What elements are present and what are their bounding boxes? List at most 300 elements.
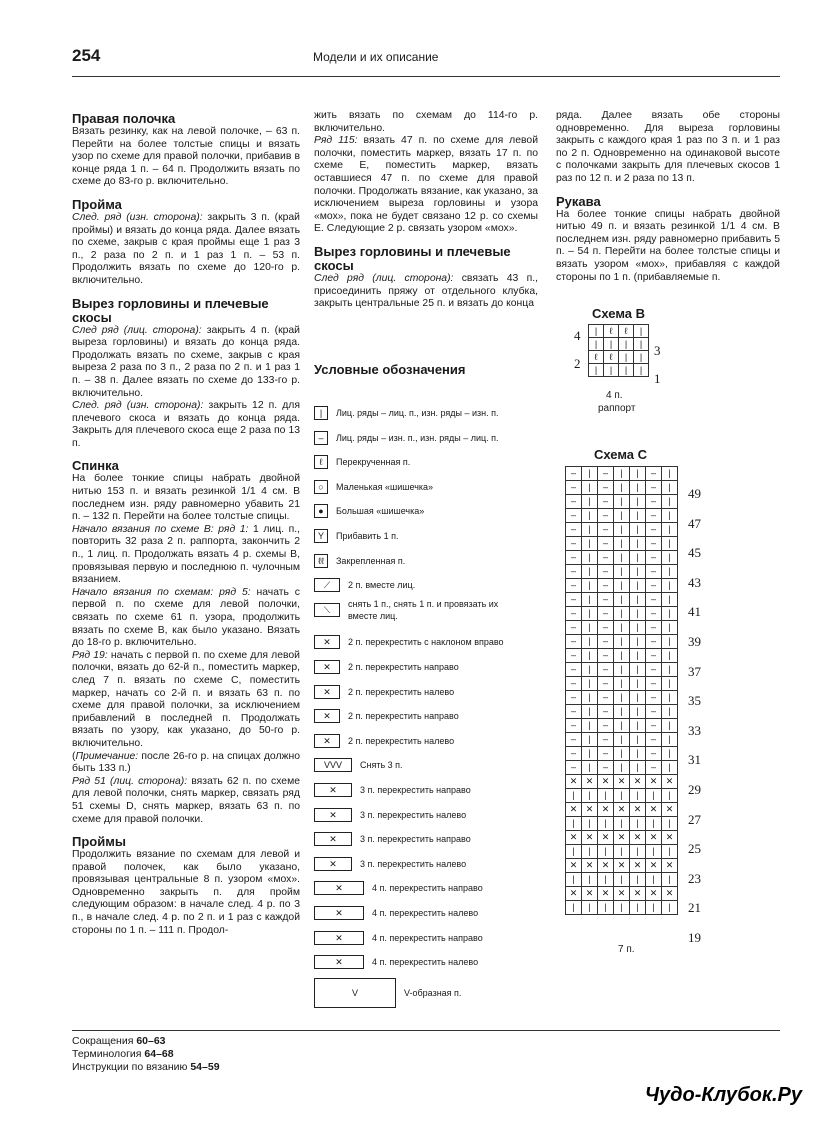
stitch-cell: | — [662, 747, 678, 761]
legend-label: 3 п. перекрестить налево — [360, 809, 467, 820]
stitch-cell: – — [566, 467, 582, 481]
stitch-cell: – — [566, 551, 582, 565]
stitch-cell: – — [598, 691, 614, 705]
header-divider — [72, 76, 780, 77]
stitch-cell: | — [566, 845, 582, 859]
legend-label: 3 п. перекрестить направо — [360, 834, 471, 845]
stitch-cell: | — [614, 621, 630, 635]
legend-label: 2 п. перекрестить направо — [348, 662, 459, 672]
stitch-cell: | — [582, 873, 598, 887]
stitch-cell: – — [566, 523, 582, 537]
stitch-cell: | — [582, 789, 598, 803]
page-number: 254 — [72, 46, 101, 65]
stitch-cell: – — [646, 705, 662, 719]
stitch-cell: | — [662, 579, 678, 593]
stitch-cell: | — [630, 719, 646, 733]
stitch-cell: | — [630, 901, 646, 915]
legend-label: 4 п. перекрестить направо — [372, 932, 483, 943]
legend-symbol-icon: ℓℓ — [314, 554, 328, 568]
stitch-cell: | — [662, 565, 678, 579]
stitch-cell: ✕ — [662, 803, 678, 817]
stitch-cell: | — [614, 481, 630, 495]
legend-label: снять 1 п., снять 1 п. и провязать их вместе лиц. — [348, 598, 499, 621]
legend-symbol-icon: ✕ — [314, 635, 340, 649]
stitch-cell: ✕ — [646, 803, 662, 817]
stitch-cell: – — [646, 551, 662, 565]
stitch-cell: – — [566, 621, 582, 635]
stitch-cell: | — [630, 649, 646, 663]
scheme-c-title: Схема С — [594, 447, 648, 462]
row-label: 37 — [688, 663, 701, 679]
stitch-cell: ✕ — [646, 887, 662, 901]
stitch-cell: – — [646, 719, 662, 733]
stitch-cell: – — [646, 677, 662, 691]
stitch-cell: | — [630, 579, 646, 593]
legend-item — [314, 683, 454, 701]
stitch-cell: – — [598, 523, 614, 537]
stitch-cell: – — [566, 747, 582, 761]
legend-symbol-icon: ⟋ — [314, 578, 340, 592]
stitch-cell: ✕ — [598, 803, 614, 817]
legend-item — [314, 453, 410, 471]
stitch-cell: – — [646, 495, 662, 509]
row-label: 4 — [574, 328, 581, 343]
stitch-cell: | — [630, 635, 646, 649]
row-label: 2 — [574, 356, 581, 371]
stitch-cell: | — [630, 551, 646, 565]
stitch-cell: – — [646, 481, 662, 495]
legend-symbol-icon: ✕ — [314, 881, 364, 895]
stitch-cell: | — [614, 691, 630, 705]
legend-symbol-icon: ℓ — [314, 455, 328, 469]
stitch-cell: | — [662, 873, 678, 887]
scheme-b-title: Схема В — [592, 306, 646, 321]
stitch-cell: – — [566, 607, 582, 621]
stitch-cell: | — [614, 607, 630, 621]
stitch-cell: | — [614, 677, 630, 691]
legend-label: 2 п. перекрестить с наклоном вправо — [348, 637, 504, 648]
stitch-cell: | — [614, 873, 630, 887]
stitch-cell: ℓ — [604, 325, 619, 338]
stitch-cell: ✕ — [646, 775, 662, 789]
stitch-cell: | — [619, 364, 634, 377]
stitch-cell: | — [582, 551, 598, 565]
stitch-cell: – — [646, 635, 662, 649]
legend-item — [314, 984, 461, 1002]
stitch-cell: ✕ — [566, 859, 582, 873]
stitch-cell: – — [646, 467, 662, 481]
stitch-cell: | — [619, 338, 634, 351]
stitch-cell: | — [614, 663, 630, 677]
stitch-cell: – — [646, 663, 662, 677]
row-label: 43 — [688, 574, 701, 590]
row-label: 41 — [688, 604, 701, 620]
stitch-cell: | — [614, 551, 630, 565]
stitch-cell: | — [630, 817, 646, 831]
paragraph: Начало вязания по схеме В: ряд 1: 1 лиц. п., повторить 32 раза 2 п. раппорта, закончить 2 п., 1 лиц. п. Продолжать вязать 4 р. схемы В, провязывая первую и последнюю п. чулочным вязанием. — [72, 523, 300, 586]
note: (Примечание: после 26-го р. на спицах должно быть 133 п.) — [72, 750, 300, 775]
stitch-cell: | — [646, 873, 662, 887]
legend-symbol-icon: VVV — [314, 758, 352, 772]
stitch-cell: – — [598, 649, 614, 663]
stitch-cell: | — [630, 523, 646, 537]
legend-symbol-icon: ● — [314, 504, 328, 518]
footer-ref: Сокращения 60–63 — [72, 1035, 166, 1047]
stitch-cell: – — [646, 649, 662, 663]
stitch-cell: | — [582, 677, 598, 691]
stitch-cell: – — [646, 537, 662, 551]
stitch-cell: | — [582, 691, 598, 705]
legend-item — [314, 598, 528, 621]
legend-symbol-icon: ✕ — [314, 808, 352, 822]
stitch-cell: ✕ — [662, 775, 678, 789]
stitch-cell: | — [614, 761, 630, 775]
legend-item — [314, 732, 454, 750]
legend-label: Лиц. ряды – лиц. п., изн. ряды – изн. п. — [336, 408, 499, 418]
legend-item — [314, 806, 466, 824]
stitch-cell: – — [566, 635, 582, 649]
stitch-cell: | — [634, 325, 649, 338]
legend-symbol-icon: ✕ — [314, 857, 352, 871]
stitch-cell: – — [646, 509, 662, 523]
stitch-cell: – — [598, 677, 614, 691]
stitch-cell: | — [662, 495, 678, 509]
legend-symbol-icon: ✕ — [314, 709, 340, 723]
stitch-cell: ✕ — [598, 859, 614, 873]
stitch-cell: | — [582, 607, 598, 621]
stitch-cell: | — [662, 649, 678, 663]
row-label: 19 — [688, 930, 701, 945]
row-label: 45 — [688, 545, 701, 561]
legend-item — [314, 855, 466, 873]
stitch-cell: ℓ — [589, 351, 604, 364]
stitch-cell: ✕ — [598, 775, 614, 789]
stitch-cell: – — [598, 635, 614, 649]
stitch-cell: | — [630, 789, 646, 803]
stitch-cell: | — [630, 607, 646, 621]
stitch-cell: | — [598, 901, 614, 915]
stitch-cell: – — [598, 761, 614, 775]
legend-symbol-icon: V — [314, 978, 396, 1008]
stitch-cell: ✕ — [566, 831, 582, 845]
stitch-cell: ✕ — [646, 859, 662, 873]
column-2 — [314, 110, 538, 311]
legend-item — [314, 904, 478, 922]
stitch-cell: ✕ — [662, 831, 678, 845]
stitch-cell: | — [662, 537, 678, 551]
legend-item — [314, 658, 459, 676]
stitch-cell: ✕ — [614, 803, 630, 817]
stitch-cell: – — [598, 747, 614, 761]
legend-label: 4 п. перекрестить направо — [372, 883, 483, 894]
stitch-cell: | — [646, 817, 662, 831]
paragraph: Начало вязания по схемам: ряд 5: начать с первой п. по схеме для левой полочки, связать по схеме 61 п. узора, продолжить вязать по схеме В, как было указано. Вязать до 18-го р. включительно. — [72, 586, 300, 649]
legend-symbol-icon: Y — [314, 529, 328, 543]
stitch-cell: | — [646, 901, 662, 915]
stitch-cell: | — [662, 733, 678, 747]
legend-item — [314, 756, 403, 774]
legend-label: Прибавить 1 п. — [336, 531, 399, 541]
legend-item — [314, 527, 398, 545]
stitch-cell: | — [646, 789, 662, 803]
legend-label: 4 п. перекрестить налево — [372, 957, 479, 968]
paragraph: След ряд (лиц. сторона): связать 43 п., присоединить пряжу от отдельного клубка, закрыть центральные 25 п. и вязать до конца — [314, 272, 538, 310]
stitch-cell: | — [604, 364, 619, 377]
stitch-cell: – — [598, 579, 614, 593]
stitch-cell: – — [566, 761, 582, 775]
stitch-cell: | — [662, 761, 678, 775]
stitch-cell: – — [646, 607, 662, 621]
scheme-b-width: 4 п. — [606, 390, 623, 401]
column-3 — [556, 110, 780, 284]
stitch-cell: | — [598, 789, 614, 803]
stitch-cell: ✕ — [566, 803, 582, 817]
footer-ref: Инструкции по вязанию 54–59 — [72, 1061, 220, 1073]
stitch-cell: – — [566, 649, 582, 663]
stitch-cell: – — [566, 691, 582, 705]
stitch-cell: – — [646, 579, 662, 593]
stitch-cell: | — [614, 649, 630, 663]
stitch-cell: ✕ — [582, 775, 598, 789]
legend-item — [314, 404, 499, 422]
row-label: 3 — [654, 343, 661, 358]
stitch-cell: – — [646, 747, 662, 761]
stitch-cell: | — [582, 495, 598, 509]
stitch-cell: | — [662, 607, 678, 621]
stitch-cell: – — [598, 607, 614, 621]
stitch-cell: | — [614, 523, 630, 537]
section-title: Вырез горловины и плечевые скосы — [72, 295, 269, 325]
stitch-cell: | — [634, 364, 649, 377]
stitch-cell: – — [598, 621, 614, 635]
stitch-cell: | — [662, 789, 678, 803]
stitch-cell: ✕ — [566, 775, 582, 789]
stitch-cell: | — [662, 901, 678, 915]
stitch-cell: | — [582, 635, 598, 649]
row-label: 23 — [688, 870, 701, 886]
stitch-cell: | — [662, 817, 678, 831]
stitch-cell: ✕ — [630, 859, 646, 873]
stitch-cell: | — [614, 705, 630, 719]
stitch-cell: | — [582, 747, 598, 761]
stitch-cell: ✕ — [598, 887, 614, 901]
stitch-cell: | — [614, 579, 630, 593]
stitch-cell: | — [630, 663, 646, 677]
stitch-cell: – — [598, 733, 614, 747]
stitch-cell: | — [630, 481, 646, 495]
row-label: 1 — [654, 371, 661, 386]
legend-item — [314, 830, 471, 848]
stitch-cell: | — [630, 761, 646, 775]
stitch-cell: ✕ — [598, 831, 614, 845]
legend-title: Условные обозначения — [314, 362, 466, 377]
section-title: Проймы — [72, 834, 126, 850]
stitch-cell: – — [646, 733, 662, 747]
stitch-cell: | — [662, 845, 678, 859]
section-title: Рукава — [556, 193, 601, 209]
stitch-cell: | — [662, 481, 678, 495]
stitch-cell: – — [566, 663, 582, 677]
stitch-cell: | — [662, 663, 678, 677]
paragraph: На более тонкие спицы набрать двойной нитью 153 п. и вязать резинкой 1/1 4 см. В последнем изн. ряду равномерно убавить 21 п. – 132 п. Перейти на более толстые спицы. — [72, 473, 300, 523]
stitch-cell: | — [646, 845, 662, 859]
stitch-cell: | — [630, 495, 646, 509]
stitch-cell: | — [614, 845, 630, 859]
stitch-cell: ✕ — [582, 831, 598, 845]
legend-label: 2 п. перекрестить направо — [348, 711, 459, 722]
stitch-cell: ✕ — [630, 831, 646, 845]
stitch-cell: – — [566, 495, 582, 509]
stitch-cell: | — [582, 467, 598, 481]
stitch-cell: | — [662, 509, 678, 523]
legend-label: 3 п. перекрестить направо — [360, 785, 471, 795]
stitch-cell: | — [582, 481, 598, 495]
paragraph: След. ряд (изн. сторона): закрыть 3 п. (край проймы) и вязать до конца ряда. Далее вязать по схеме, закрыв с края проймы еще 1 раз 3 п., 2 раза по 2 п. и 1 раз 1 п. – 53 п. Продолжить вязать по схеме до 120-го р. включительно. — [72, 211, 300, 286]
stitch-cell: | — [582, 845, 598, 859]
stitch-cell: – — [598, 705, 614, 719]
stitch-cell: | — [614, 537, 630, 551]
stitch-cell: | — [614, 509, 630, 523]
footer-divider — [72, 1030, 780, 1031]
legend-label: Снять 3 п. — [360, 760, 403, 771]
row-label: 27 — [688, 811, 701, 827]
legend-label: 2 п. вместе лиц. — [348, 580, 416, 591]
scheme-c-grid — [565, 466, 678, 915]
stitch-cell: | — [630, 677, 646, 691]
legend-item — [314, 953, 478, 971]
stitch-cell: – — [646, 523, 662, 537]
legend-symbol-icon: | — [314, 406, 328, 420]
stitch-cell: – — [566, 593, 582, 607]
stitch-cell: ℓ — [619, 325, 634, 338]
legend-label: 4 п. перекрестить налево — [372, 908, 479, 918]
stitch-cell: | — [589, 338, 604, 351]
paragraph: След. ряд (изн. сторона): закрыть 12 п. для плечевого скоса и вязать до конца ряда. Закрыть для плечевого скоса еще 2 раза по 13 п. — [72, 400, 300, 449]
stitch-cell: – — [598, 719, 614, 733]
stitch-cell: | — [634, 351, 649, 364]
stitch-cell: | — [630, 509, 646, 523]
legend-item — [314, 502, 424, 520]
stitch-cell: | — [614, 719, 630, 733]
legend-item — [314, 429, 499, 447]
paragraph: Продолжить вязание по схемам для левой и правой полочек, как было указано, провязывая центральные 8 п. узором «мох». Одновременно закрыть п. для пройм следующим образом: в начале след. 4 р. по 3 п., в начале след. 4 р. по 2 п. и 1 раз с каждой стороны по 1 п. – 111 п. Продол- — [72, 849, 300, 936]
stitch-cell: | — [582, 719, 598, 733]
running-title: Модели и их описание — [313, 50, 439, 64]
stitch-cell: | — [614, 789, 630, 803]
stitch-cell: | — [566, 817, 582, 831]
stitch-cell: ✕ — [582, 803, 598, 817]
stitch-cell: | — [662, 705, 678, 719]
legend-label: 3 п. перекрестить налево — [360, 858, 467, 869]
legend-label: Закрепленная п. — [336, 555, 406, 566]
stitch-cell: | — [598, 817, 614, 831]
stitch-cell: | — [582, 579, 598, 593]
row-label: 31 — [688, 752, 701, 768]
legend-label: 2 п. перекрестить налево — [348, 686, 455, 697]
paragraph: ряда. Далее вязать обе стороны одновременно. Для выреза горловины закрыть с каждого края 1 раз по 3 п. и 1 раз по 2 п. Одновременно на одинаковой высоте с полочками закрыть для плечевых скосов 1 раз по 12 п. и 2 раза по 13 п. — [556, 110, 780, 184]
legend-label: Маленькая «шишечка» — [336, 481, 434, 492]
stitch-cell: | — [630, 565, 646, 579]
legend-symbol-icon: ✕ — [314, 955, 364, 969]
stitch-cell: – — [598, 565, 614, 579]
stitch-cell: | — [598, 873, 614, 887]
stitch-cell: | — [589, 364, 604, 377]
legend-item — [314, 576, 415, 594]
paragraph: Ряд 115: вязать 47 п. по схеме для левой полочки, поместить маркер, вязать 17 п. по схеме Е, поместить маркер, вязать оставшиеся 47 п. по схеме для правой полочки. Продолжать вязание, как указано, за исключением выреза горловины и узора «мох», пока не будет связано 12 р. со схемы Е. Следующие 2 р. связать узором «мох». — [314, 135, 539, 235]
stitch-cell: – — [598, 509, 614, 523]
section-title: Спинка — [72, 458, 119, 474]
stitch-cell: | — [662, 551, 678, 565]
stitch-cell: | — [630, 593, 646, 607]
paragraph: След ряд (лиц. сторона): закрыть 4 п. (край выреза горловины) и вязать до конца ряда. Продолжать вязать по схеме, закрыв с края выреза 2 раза по 3 п., 2 раза по 2 п. и 1 раз 1 п. – 38 п. Далее вязать по схеме до 133-го р. включительно. — [72, 324, 300, 399]
stitch-cell: | — [582, 663, 598, 677]
stitch-cell: | — [614, 593, 630, 607]
stitch-cell: – — [566, 733, 582, 747]
paragraph: Ряд 51 (лиц. сторона): вязать 62 п. по схеме для левой полочки, снять маркер, связать ряд 51 схемы D, снять маркер, вязать 63 п. по схеме для правой полочки. — [72, 775, 301, 825]
footer-ref: Терминология 64–68 — [72, 1048, 174, 1060]
stitch-cell: | — [582, 537, 598, 551]
legend-item — [314, 633, 504, 651]
stitch-cell: | — [630, 691, 646, 705]
stitch-cell: | — [582, 509, 598, 523]
stitch-cell: ✕ — [630, 887, 646, 901]
stitch-cell: ✕ — [582, 887, 598, 901]
legend-symbol-icon: – — [314, 431, 328, 445]
stitch-cell: – — [646, 621, 662, 635]
stitch-cell: | — [630, 537, 646, 551]
stitch-cell: – — [646, 593, 662, 607]
stitch-cell: – — [566, 677, 582, 691]
stitch-cell: – — [598, 551, 614, 565]
paragraph: На более тонкие спицы набрать двойной нитью 49 п. и вязать резинкой 1/1 4 см. В последнем изн. ряду равномерно прибавить 5 п. – 54 п. Перейти на более толстые спицы и вязать узором «мох», прибавляя с каждой стороны по 1 п. (прибавляемые п. — [556, 208, 780, 283]
row-label: 33 — [688, 722, 701, 738]
stitch-cell: – — [566, 481, 582, 495]
stitch-cell: ✕ — [614, 775, 630, 789]
stitch-cell: – — [598, 467, 614, 481]
legend-item — [314, 552, 405, 570]
legend-symbol-icon: ✕ — [314, 906, 364, 920]
stitch-cell: | — [582, 621, 598, 635]
stitch-cell: | — [614, 901, 630, 915]
legend-symbol-icon: ⟍ — [314, 603, 340, 617]
legend-symbol-icon: ✕ — [314, 783, 352, 797]
stitch-cell: | — [582, 733, 598, 747]
stitch-cell: | — [582, 817, 598, 831]
legend-item — [314, 707, 459, 725]
stitch-cell: | — [582, 705, 598, 719]
legend-item — [314, 478, 433, 496]
stitch-cell: | — [566, 873, 582, 887]
stitch-cell: – — [598, 593, 614, 607]
row-label: 21 — [688, 900, 701, 916]
legend-symbol-icon: ✕ — [314, 832, 352, 846]
legend-label: Большая «шишечка» — [336, 506, 425, 517]
stitch-cell: – — [566, 509, 582, 523]
stitch-cell: | — [630, 747, 646, 761]
stitch-cell: | — [566, 789, 582, 803]
stitch-cell: ✕ — [662, 859, 678, 873]
section-title: Пройма — [72, 196, 122, 212]
stitch-cell: – — [566, 579, 582, 593]
stitch-cell: | — [614, 747, 630, 761]
stitch-cell: | — [630, 467, 646, 481]
paragraph: Ряд 19: начать с первой п. по схеме для левой полочки, вязать до 62-й п., поместить маркер, след 7 п. вязать по схеме С, поместить маркер, начать со 2-й п. и вязать 63 п. по схеме для правой полочки, за исключением прибавлений в последней п. Продолжать вязать по узору, как указано, до 50-го р. включительно. — [72, 649, 300, 749]
legend-item — [314, 781, 471, 799]
stitch-cell: ✕ — [566, 887, 582, 901]
stitch-cell: | — [582, 761, 598, 775]
stitch-cell: | — [662, 719, 678, 733]
legend-symbol-icon: ✕ — [314, 685, 340, 699]
